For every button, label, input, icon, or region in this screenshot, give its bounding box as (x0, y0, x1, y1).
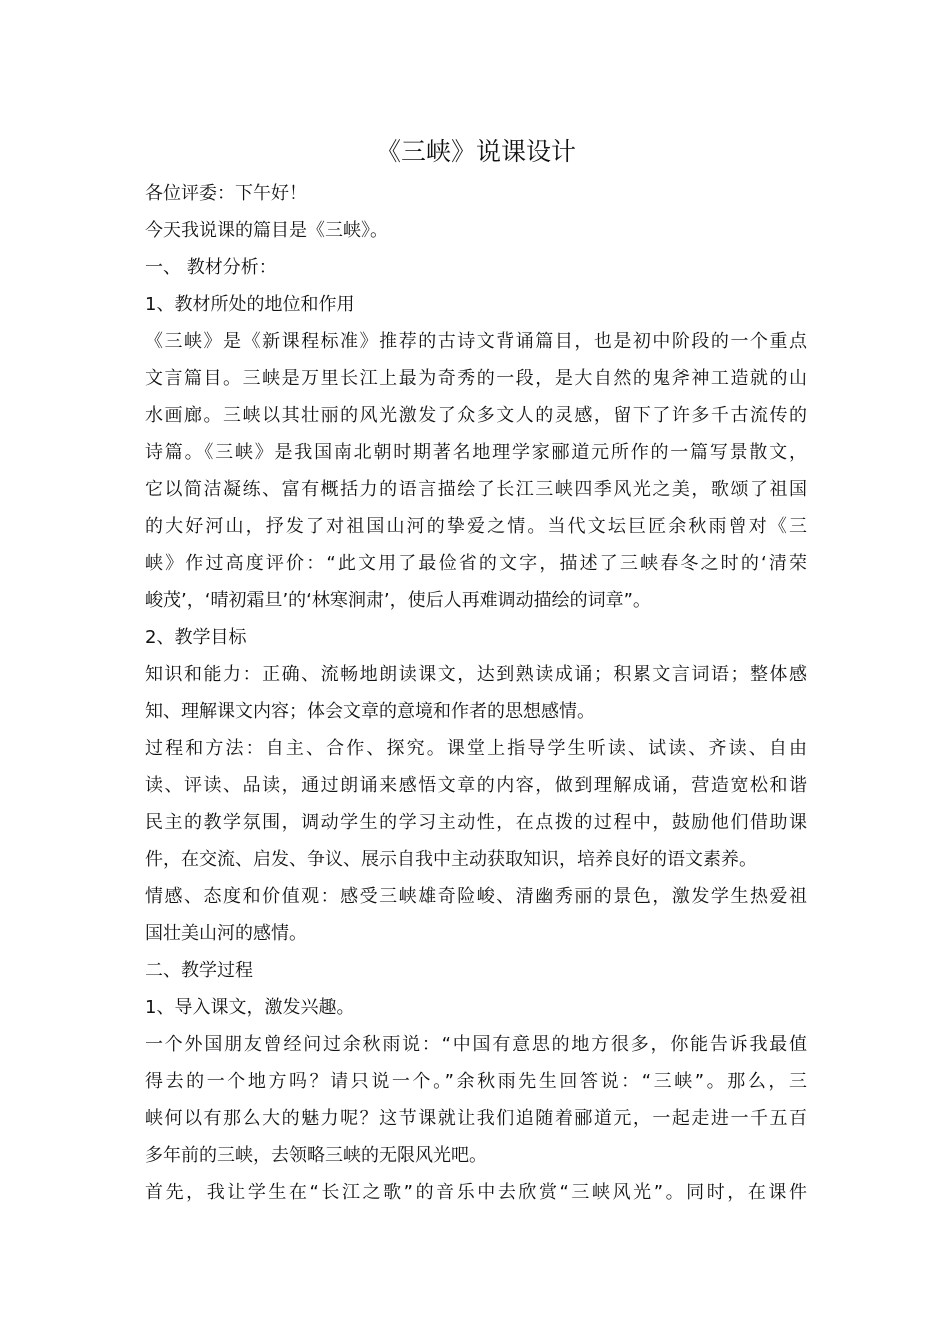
text-line: 各位评委：下午好！ (145, 183, 307, 204)
document-title: 《三峡》说课设计 (375, 137, 576, 166)
text-line: 《三峡》是《新课程标准》推荐的古诗文背诵篇目，也是初中阶段的一个重点 (145, 331, 807, 352)
text-line: 读、评读、品读，通过朗诵来感悟文章的内容，做到理解成诵，营造宽松和谐 (145, 775, 807, 796)
text-line: 过程和方法：自主、合作、探究。课堂上指导学生听读、试读、齐读、自由 (145, 738, 807, 759)
text-line: 诗篇。《三峡》是我国南北朝时期著名地理学家郦道元所作的一篇写景散文， (145, 442, 807, 463)
text-line: 得去的一个地方吗？请只说一个。”余秋雨先生回答说：“三峡”。那么，三 (145, 1071, 807, 1092)
text-line: 民主的教学氛围，调动学生的学习主动性，在点拨的过程中，鼓励他们借助课 (145, 812, 807, 833)
text-line: 1、导入课文，激发兴趣。 (145, 997, 355, 1018)
text-line: 多年前的三峡，去领略三峡的无限风光吧。 (145, 1145, 487, 1166)
text-line: 知识和能力：正确、流畅地朗读课文，达到熟读成诵；积累文言词语；整体感 (145, 664, 807, 685)
text-line: 首先，我让学生在“长江之歌”的音乐中去欣赏“三峡风光”。同时，在课件 (145, 1182, 807, 1203)
text-line: 国壮美山河的感情。 (145, 923, 307, 944)
text-line: 2、教学目标 (145, 627, 247, 648)
text-line: 峻茂’，‘晴初霜旦’的‘林寒涧肃’，使后人再难调动描绘的词章”。 (145, 590, 651, 611)
text-line: 件，在交流、启发、争议、展示自我中主动获取知识，培养良好的语文素养。 (145, 849, 757, 870)
text-line: 一、 教材分析： (145, 257, 277, 278)
text-line: 今天我说课的篇目是《三峡》。 (145, 220, 388, 241)
document-page (145, 132, 807, 1211)
text-line: 知、理解课文内容；体会文章的意境和作者的思想感情。 (145, 701, 595, 722)
text-line: 情感、态度和价值观：感受三峡雄奇险峻、清幽秀丽的景色，激发学生热爱祖 (145, 886, 807, 907)
text-line: 峡》作过高度评价：“此文用了最俭省的文字，描述了三峡春冬之时的‘清荣 (145, 553, 807, 574)
text-line: 二、教学过程 (145, 960, 253, 981)
text-line: 峡何以有那么大的魅力呢？这节课就让我们追随着郦道元，一起走进一千五百 (145, 1108, 807, 1129)
text-line: 一个外国朋友曾经问过余秋雨说：“中国有意思的地方很多，你能告诉我最值 (145, 1034, 807, 1055)
text-line: 的大好河山，抒发了对祖国山河的挚爱之情。当代文坛巨匠余秋雨曾对《三 (145, 516, 807, 537)
text-line: 水画廊。三峡以其壮丽的风光激发了众多文人的灵感，留下了许多千古流传的 (145, 405, 807, 426)
document-body (145, 175, 807, 1211)
text-line: 1、教材所处的地位和作用 (145, 294, 355, 315)
text-line: 它以简洁凝练、富有概括力的语言描绘了长江三峡四季风光之美，歌颂了祖国 (145, 479, 807, 500)
text-line: 文言篇目。三峡是万里长江上最为奇秀的一段，是大自然的鬼斧神工造就的山 (145, 368, 807, 389)
